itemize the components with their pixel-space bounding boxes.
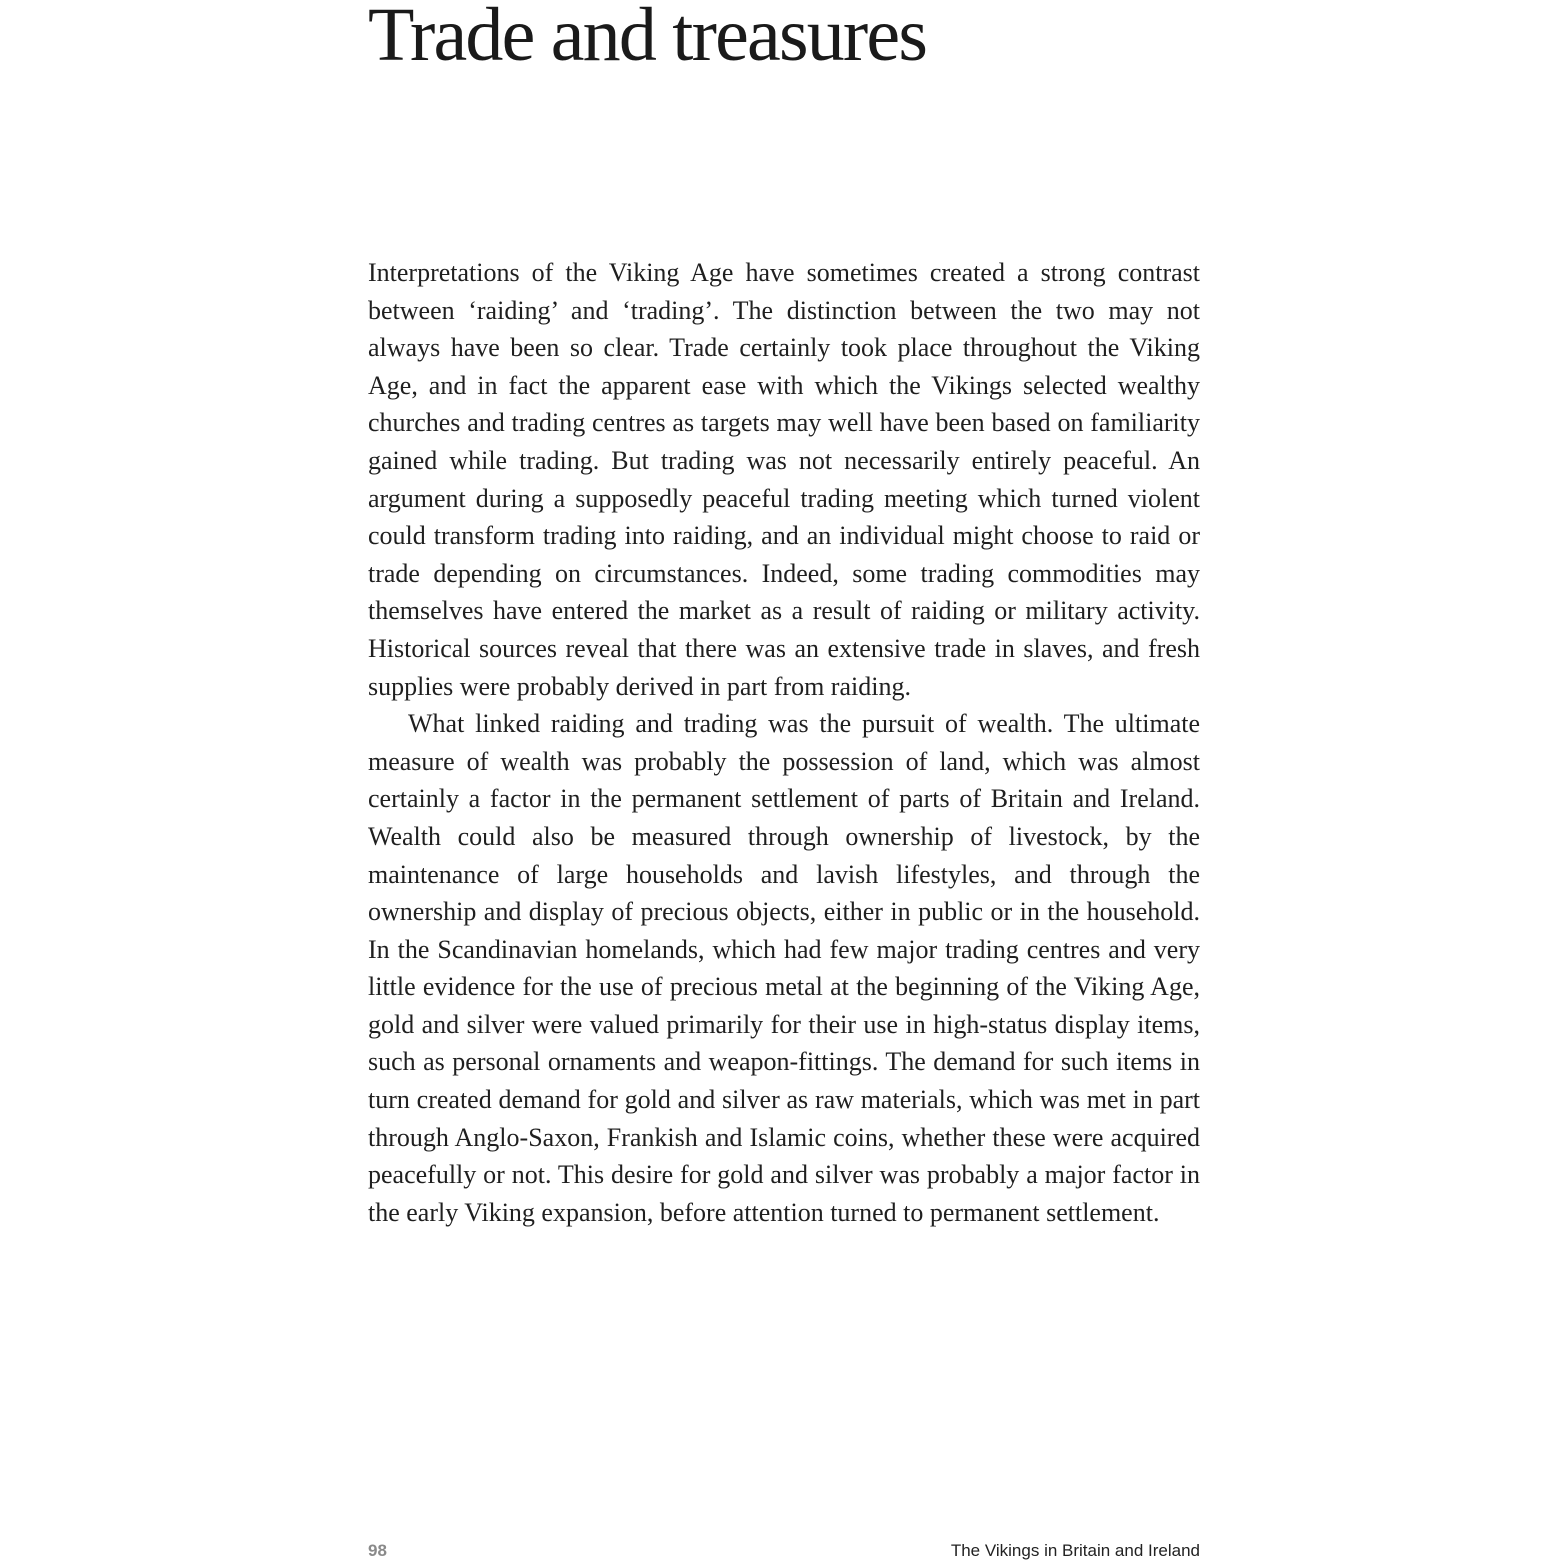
running-footer-title: The Vikings in Britain and Ireland (950, 1541, 1200, 1560)
body-text (368, 254, 1200, 1231)
page-number: 98 (368, 1541, 387, 1560)
paragraph: What linked raiding and trading was the pursuit of wealth. The ultimate measure of wealth was probably the possession of land, which was almost certainly a factor in the permanent settlement of parts of Britain and Ireland. Wealth could also be measured through ownership of livestock, by the maintenance of large households and lavish lifestyles, and through the ownership and display of precious objects, either in public or in the household. In the Scandinavian homelands, which had few major trading centres and very little evidence for the use of precious metal at the beginning of the Viking Age, gold and silver were valued primarily for their use in high-status display items, such as personal ornaments and weapon-fittings. The demand for such items in turn created demand for gold and silver as raw materials, which was met in part through Anglo-Saxon, Frankish and Islamic coins, whether these were acquired peacefully or not. This desire for gold and silver was probably a major factor in the early Viking expansion, before attention turned to permanent settlement. (368, 709, 1200, 1227)
chapter-title: Trade and treasures (368, 0, 927, 77)
paragraph: Interpretations of the Viking Age have sometimes created a strong contrast between ‘raiding’ and ‘trading’. The distinction between the two may not always have been so clear. Trade certainly took place throughout the Viking Age, and in fact the apparent ease with which the Vikings selected wealthy churches and trading centres as targets may well have been based on familiarity gained while trading. But trading was not necessarily entirely peaceful. An argument during a supposedly peaceful trading meeting which turned violent could transform trading into raiding, and an individual might choose to raid or trade depending on circumstances. Indeed, some trading commodities may themselves have entered the market as a result of raiding or military activity. Historical sources reveal that there was an extensive trade in slaves, and fresh supplies were probably derived in part from raiding. (368, 258, 1200, 701)
